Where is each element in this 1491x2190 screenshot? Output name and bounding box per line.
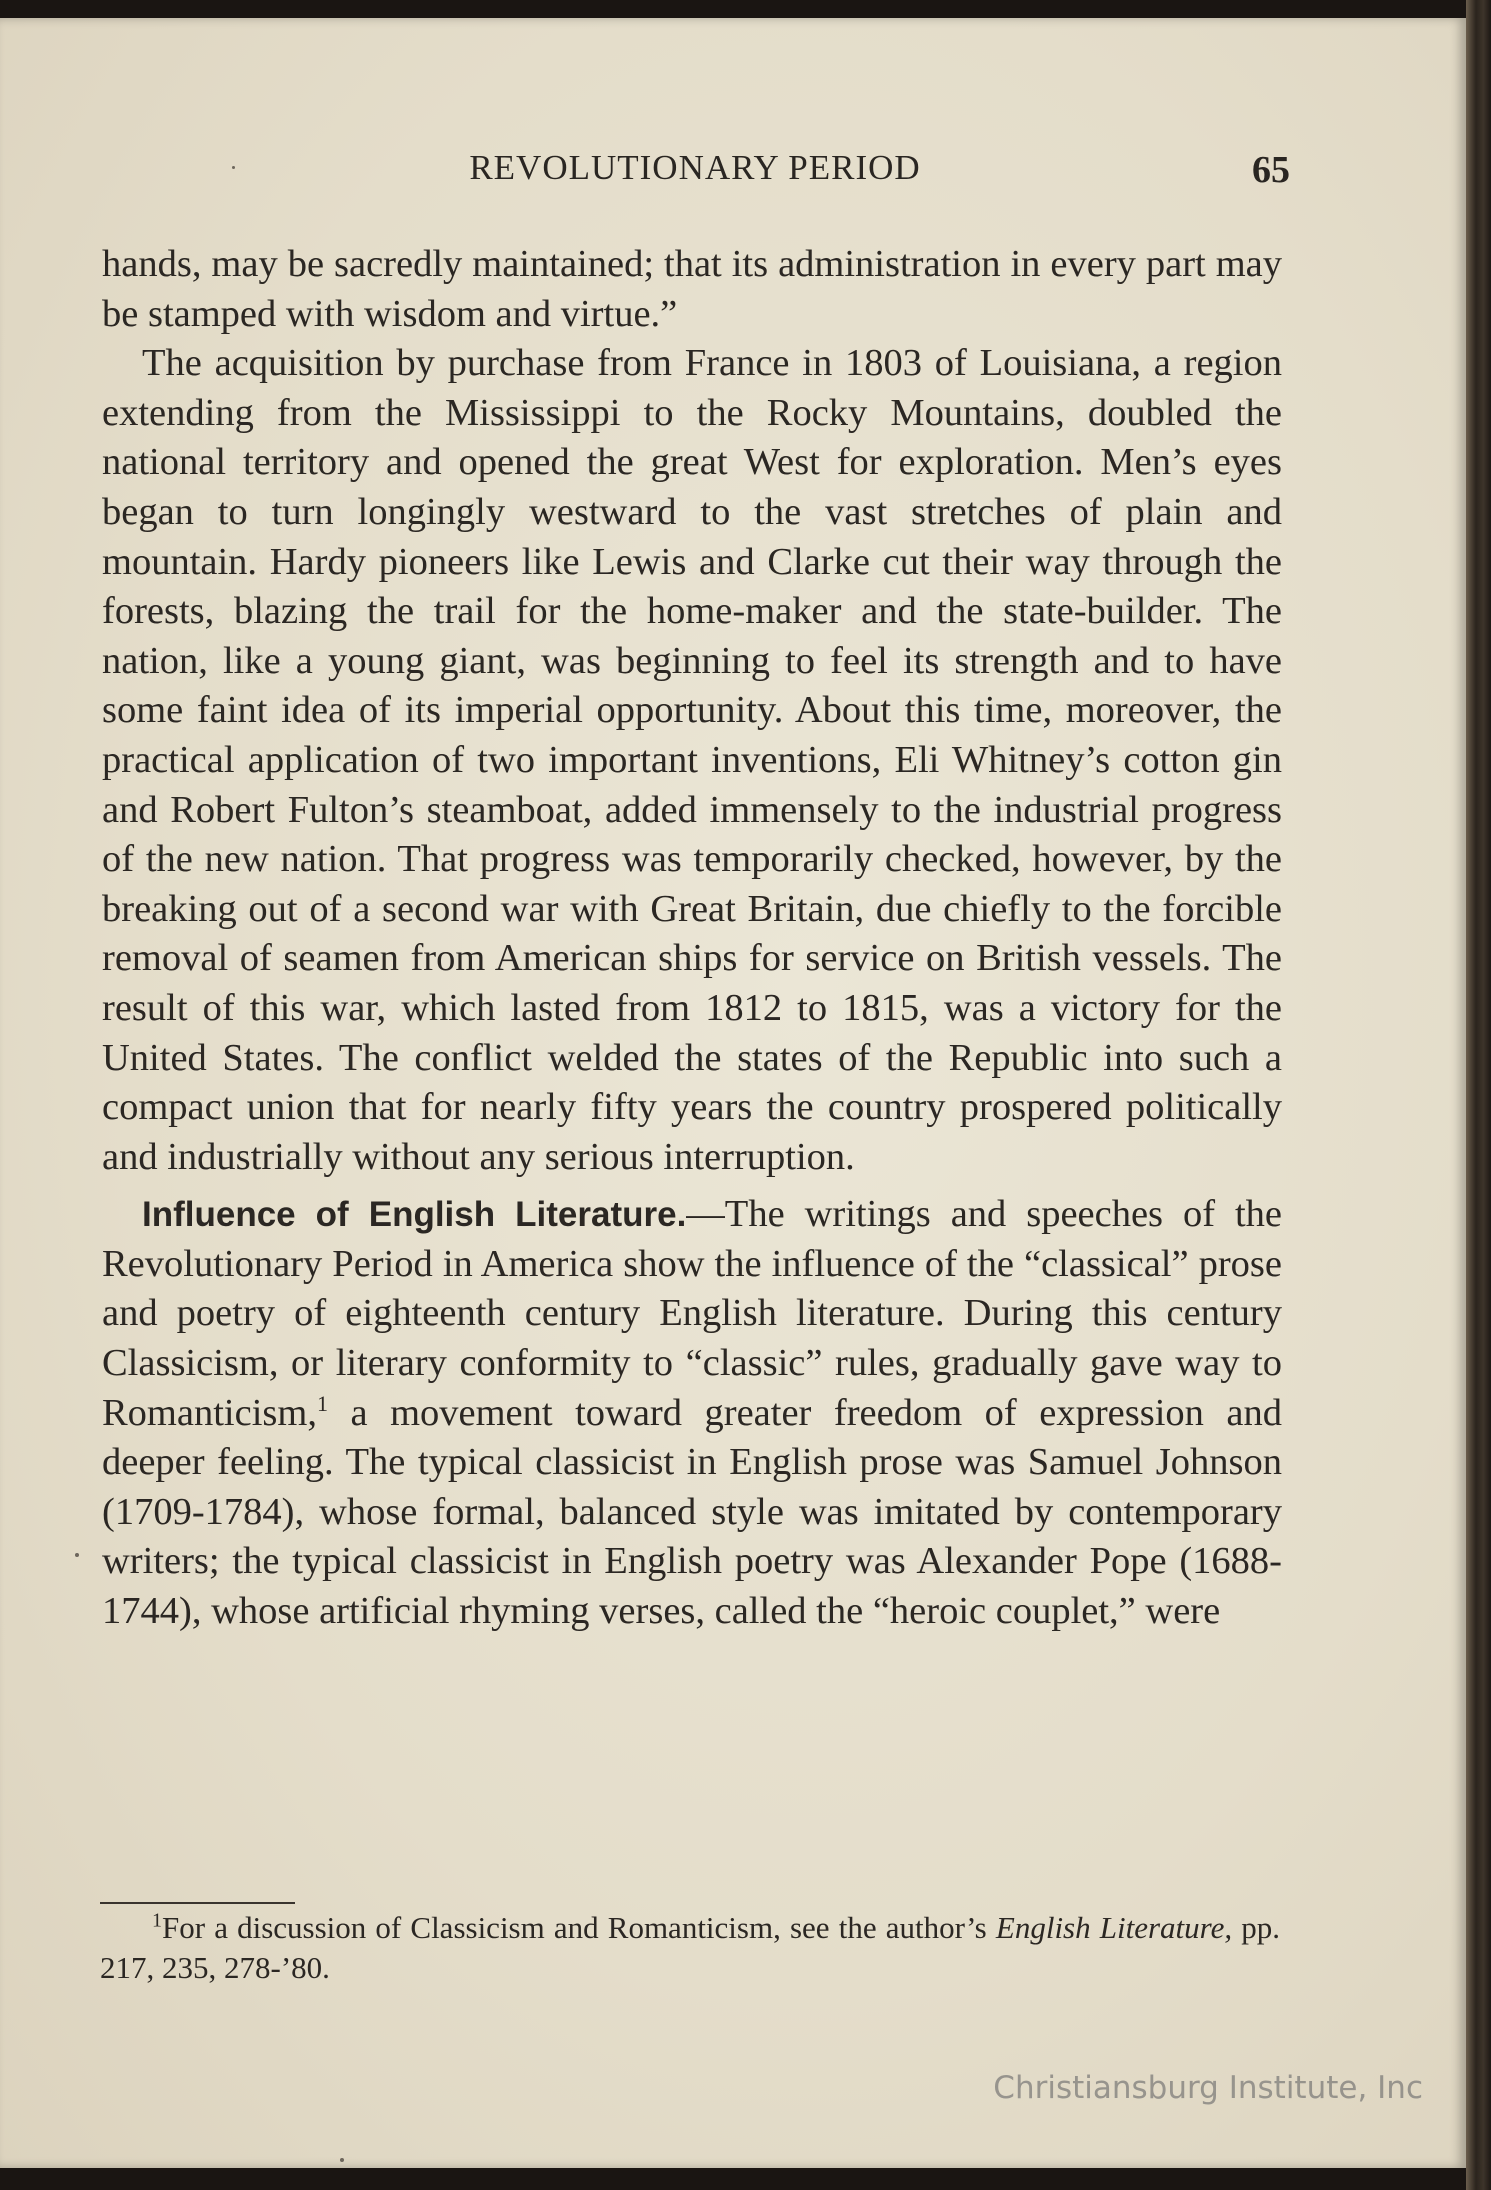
- paper-speck: [232, 166, 235, 169]
- body-text: [102, 240, 1282, 1637]
- paragraph-influence-text: —The writings and speeches of the Revolutionary Period in America show the influence of the “classical” prose and poetry of eighteenth century English literature. During this century Classicism, or literary conformity to “classic” rules, gradually gave way to Romanticism,: [102, 1193, 1282, 1434]
- paper-speck: [75, 1553, 79, 1557]
- paragraph-influence: [102, 1190, 1282, 1636]
- paragraph-louisiana: The acquisition by purchase from France in 1803 of Louisiana, a region extending from the Mississippi to the Rocky Mountains, doubled the national territory and opened the great West for exploration. Men’s eyes began to turn longingly westward to the vast stretches of plain and mountain. Hardy pioneers like Lewis and Clarke cut their way through the forests, blazing the trail for the home-maker and the state-builder. The nation, like a young giant, was beginning to feel its strength and to have some faint idea of its imperial opportunity. About this time, moreover, the practical application of two important inventions, Eli Whitney’s cotton gin and Robert Fulton’s steamboat, added immensely to the industrial progress of the new nation. That progress was temporarily checked, however, by the breaking out of a second war with Great Britain, due chiefly to the forcible removal of seamen from American ships for service on British vessels. The result of this war, which lasted from 1812 to 1815, was a victory for the United States. The conflict welded the states of the Republic into such a compact union that for nearly fifty years the country prospered politically and industrially without any serious interruption.: [102, 342, 1282, 1178]
- page-header: [100, 148, 1290, 198]
- paragraph-influence-text-continued: a movement toward greater freedom of expression and deeper feeling. The typical classicist in English prose was Samuel Johnson (1709-1784), whose formal, balanced style was imitated by contemporary writers; the typical classicist in English poetry was Alexander Pope (1688-1744), whose artificial rhyming verses, called the “heroic couplet,” were: [102, 1391, 1282, 1633]
- page-number: 65: [1252, 149, 1290, 191]
- footnote-reference: 1: [316, 1390, 328, 1416]
- footnote-book-title: English Literature,: [995, 1910, 1233, 1945]
- footnote-divider: [100, 1902, 295, 1904]
- section-heading: Influence of English Literature.: [142, 1195, 687, 1235]
- paper-speck: [340, 2158, 344, 2162]
- book-edge: [1466, 0, 1491, 2190]
- running-head: REVOLUTIONARY PERIOD: [469, 148, 921, 187]
- footnote-mark: 1: [152, 1909, 162, 1932]
- paragraph-continued: hands, may be sacredly maintained; that its administration in every part may be stamped with wisdom and virtue.”: [102, 243, 1282, 335]
- footnote: [100, 1908, 1280, 1988]
- watermark: Christiansburg Institute, Inc: [993, 2070, 1423, 2106]
- footnote-pages: pp. 217, 235, 278-’80.: [100, 1910, 1280, 1985]
- footnote-text: For a discussion of Classicism and Romanticism, see the author’s: [162, 1910, 996, 1945]
- book-page: [0, 18, 1466, 2168]
